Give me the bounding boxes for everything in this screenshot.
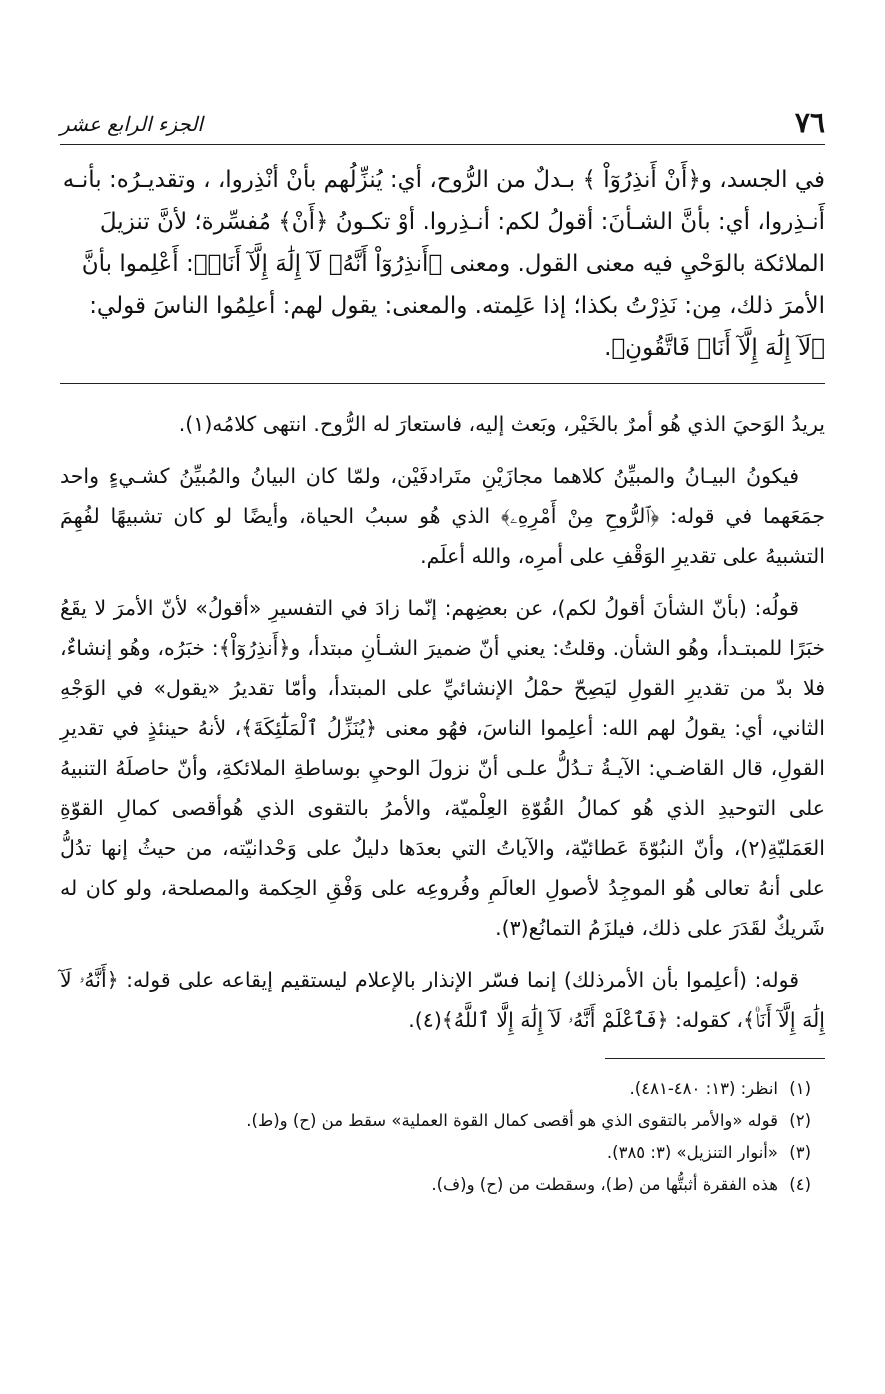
footnote-item — [60, 1137, 811, 1169]
footnote-item — [60, 1169, 811, 1201]
tafsir-line: أَنـذِروا، أي: بأنَّ الشـأنَ: أقولُ لكم: أنـذِروا. أوْ تكـونُ ﴿أَنْ﴾ مُفسِّرة؛ لأنَّ تنزيلَ — [99, 209, 825, 235]
footnote-text: هذه الفقرة أثبتُّها من (ط)، وسقطت من (ح) و(ف). — [431, 1175, 778, 1194]
commentary-paragraph: قوله: (أعلِموا بأن الأمرذلك) إنما فسّر الإنذار بالإعلام ليستقيم إيقاعه على قوله: ﴿أَنَّهُۥ لَآ إِلَٰهَ إِلَّآ أَنَا۠﴾، كقوله: ﴿فَٱعْلَمْ أَنَّهُۥ لَآ إِلَٰهَ إِلَّا ٱللَّهُ﴾(٤). — [60, 968, 825, 1032]
footnote-text: «أنوار التنزيل» (٣: ٣٨٥). — [606, 1143, 778, 1162]
tafsir-text — [60, 159, 825, 369]
footnote-item — [60, 1105, 811, 1137]
footnote-text: قوله «والأمر بالتقوى الذي هو أقصى كمال القوة العملية» سقط من (ح) و(ط). — [246, 1111, 778, 1130]
footnote-number: (٢) — [789, 1111, 811, 1130]
footnote-divider — [605, 1058, 825, 1059]
footnote-number: (٣) — [789, 1143, 811, 1162]
page-number: ٧٦ — [794, 106, 825, 139]
book-page — [60, 104, 825, 1201]
section-divider — [60, 383, 825, 384]
footnote-text: انظر: (١٣: ٤٨٠-٤٨١). — [629, 1079, 778, 1098]
tafsir-line: الأمرَ ذلك، مِن: نَذِرْتُ بكذا؛ إذا عَلِمته. والمعنى: يقول لهم: أعلِمُوا الناسَ قولي: — [89, 293, 825, 319]
commentary-paragraph: يريدُ الوَحيَ الذي هُو أمرٌ بالخَيْر، وبَعث إليه، فاستعارَ له الرُّوح. انتهى كلامُه(١). — [178, 412, 825, 436]
footnotes — [60, 1073, 825, 1201]
commentary-paragraph: قولُه: (بأنّ الشأنَ أقولُ لكم)، عن بعضِهم: إنّما زادَ في التفسيرِ «أقولُ» لأنّ الأمرَ لا يقَعُ خبَرًا للمبتـدأ، وهُو الشأن. وقلتُ: يعني أنّ ضميرَ الشـأنِ مبتدأ، و﴿أَنذِرُوٓاْ﴾: خبَرُه، وهُو إنشاءٌ، فلا بدّ من تقديرِ القولِ ليَصِحّ حمْلُ الإنشائيِّ على المبتدأ، وأمّا تقديرُ «يقول» في الوَجْهِ الثاني، أي: يقولُ لهم الله: أعلِموا الناسَ، فهُو معنى ﴿يُنَزِّلُ ٱلْمَلَٰٓئِكَةَ﴾، لأنهُ حينئذٍ في تقديرِ القولِ، قال القاضـي: الآيـةُ تـدُلُّ علـى أنّ نزولَ الوحيِ بوساطةِ الملائكةِ، وأنّ حاصلَهُ التنبيهُ على التوحيدِ الذي هُو كمالُ القُوّةِ العِلْميّة، والأمرُ بالتقوى الذي هُوأقصى كمالِ القوّةِ العَمَليّةِ(٢)، وأنّ النبُوّةَ عَطائيّة، والآياتُ التي بعدَها دليلٌ على وَحْدانيّته، من حيثُ إنها تدُلُّ على أنهُ تعالى هُو الموجِدُ لأصولِ العالَمِ وفُروعِه على وَفْقِ الحِكمة والمصلحة، ولو كان له شَريكٌ لقَدَرَ على ذلك، فيلزَمُ التمانُع(٣). — [60, 596, 825, 940]
tafsir-line: في الجسد، و﴿أَنْ أَنذِرُوٓاْ ﴾ بـدلٌ من الرُّوح، أي: يُنزِّلُهم بأنْ أنْذِروا، ، وتقديـرُه: بأنـه — [62, 167, 825, 193]
footnote-number: (٤) — [789, 1175, 811, 1194]
running-title: الجزء الرابع عشر — [60, 112, 211, 136]
page-header — [60, 104, 825, 145]
commentary-paragraph: فيكونُ البيـانُ والمبيِّنُ كلاهما مجازَيْنِ متَرادفَيْن، ولمّا كان البيانُ والمُبيِّنُ كشـيءٍ واحد جمَعَهما في قوله: ﴿ٱلرُّوحِ مِنْ أَمْرِهِۦ﴾ الذي هُو سببُ الحياة، وأيضًا لو كان تشبيهًا لفُهِمَ التشبيهُ على تقديرِ الوَقْفِ على أمرِه، والله أعلَم. — [60, 464, 825, 568]
footnote-item — [60, 1073, 811, 1105]
footnote-number: (١) — [789, 1079, 811, 1098]
tafsir-line: الملائكة بالوَحْيِ فيه معنى القول. ومعنى ﴿أَنذِرُوٓاْ أَنَّهُۥ لَآ إِلَٰهَ إِلَّآ أَنَا۠﴾: أَعْلِموا بأنَّ — [81, 251, 825, 277]
tafsir-line: ﴿لَآ إِلَٰهَ إِلَّآ أَنَا۠ فَاتَّقُونِ﴾. — [604, 335, 825, 361]
commentary-text — [60, 404, 825, 1040]
